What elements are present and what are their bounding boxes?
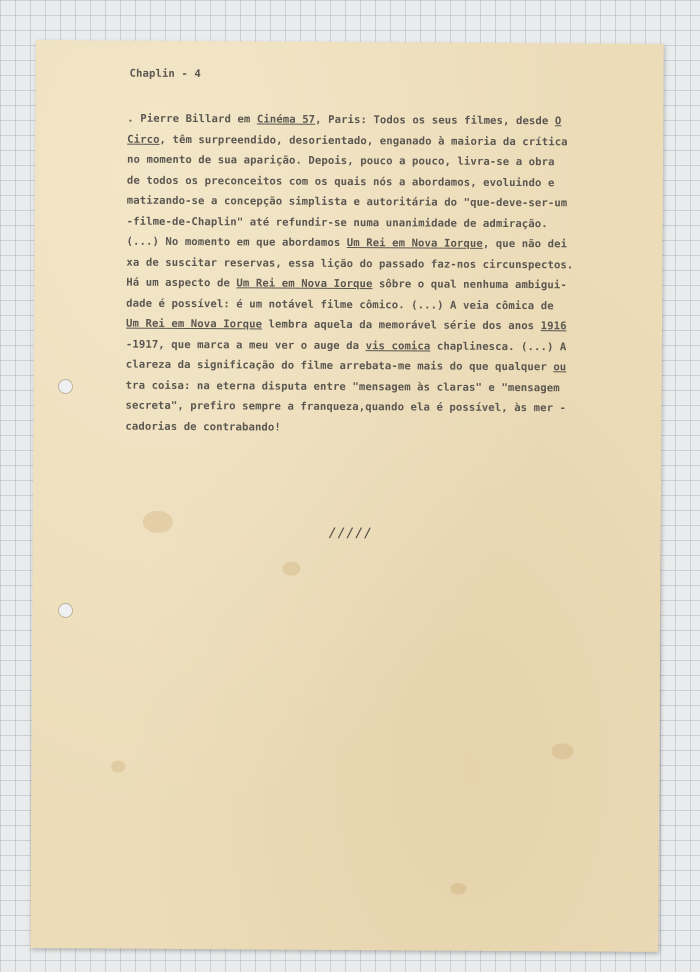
punch-hole	[58, 603, 73, 618]
text-line	[126, 273, 646, 297]
underlined-title: 1916	[540, 320, 567, 333]
typed-paragraph	[125, 109, 647, 440]
text-segment: -filme-de-Chaplin" até refundir-se numa unanimidade de admiração.	[126, 215, 548, 230]
underlined-title: Um Rei em Nova Iorque	[236, 277, 373, 291]
underlined-title: vis comica	[365, 339, 431, 353]
text-line	[127, 109, 647, 133]
text-segment: chaplinesca. (...) A	[430, 340, 567, 353]
text-segment: cadorias de contrabando!	[125, 420, 281, 434]
text-segment: , têm surpreendido, desorientado, enganado à maioria da crítica	[159, 133, 568, 148]
end-mark: /////	[328, 525, 373, 542]
text-segment: -1917, que marca a meu ver o auge da	[125, 338, 366, 352]
underlined-title: Um Rei em Nova Iorque	[346, 236, 483, 250]
underlined-title: Cinéma 57	[256, 113, 316, 126]
underlined-title: Circo	[127, 133, 160, 146]
underlined-title: ou	[553, 361, 567, 374]
paper-sheet	[30, 40, 664, 952]
text-segment: de todos os preconceitos com os quais nós a abordamos, evoluindo e	[126, 174, 555, 189]
text-segment: lembra aquela da memorável série dos anos	[262, 318, 541, 333]
text-segment: matizando-se a concepção simplista e autoritária do "que-deve-ser-um	[126, 194, 568, 210]
text-segment: dade é possível: é um notável filme cômico. (...) A veia cômica de	[126, 297, 554, 312]
text-segment: no momento de sua aparição. Depois, pouco a pouco, livra-se a obra	[127, 153, 555, 169]
punch-hole	[58, 379, 73, 394]
underlined-title: O	[554, 115, 562, 128]
text-segment: . Pierre Billard em	[127, 112, 257, 126]
text-line	[127, 191, 647, 215]
text-segment: sôbre o qual nenhuma ambigui-	[372, 278, 567, 292]
text-line	[127, 150, 647, 174]
underlined-title: Um Rei em Nova Iorque	[126, 317, 263, 331]
text-segment: , que não dei	[482, 237, 568, 251]
text-line	[126, 314, 646, 338]
text-segment: Há um aspecto de	[126, 276, 237, 290]
text-segment: (...) No momento em que abordamos	[126, 235, 347, 249]
text-segment: tra coisa: na eterna disputa entre "mensagem às claras" e "mensagem	[125, 379, 560, 394]
text-line	[125, 416, 645, 440]
text-line	[126, 355, 646, 379]
text-line	[125, 396, 645, 420]
text-segment: , Paris: Todos os seus filmes, desde	[315, 113, 555, 128]
text-segment: xa de suscitar reservas, essa lição do passado faz-nos circunspectos.	[126, 256, 574, 271]
text-segment: secreta", prefiro sempre a franqueza,quando ela é possível, às mer -	[125, 399, 567, 415]
text-segment: clareza da significação do filme arrebata-me mais do que qualquer	[125, 358, 554, 374]
text-line	[126, 232, 646, 256]
page-header: Chaplin - 4	[129, 67, 201, 81]
